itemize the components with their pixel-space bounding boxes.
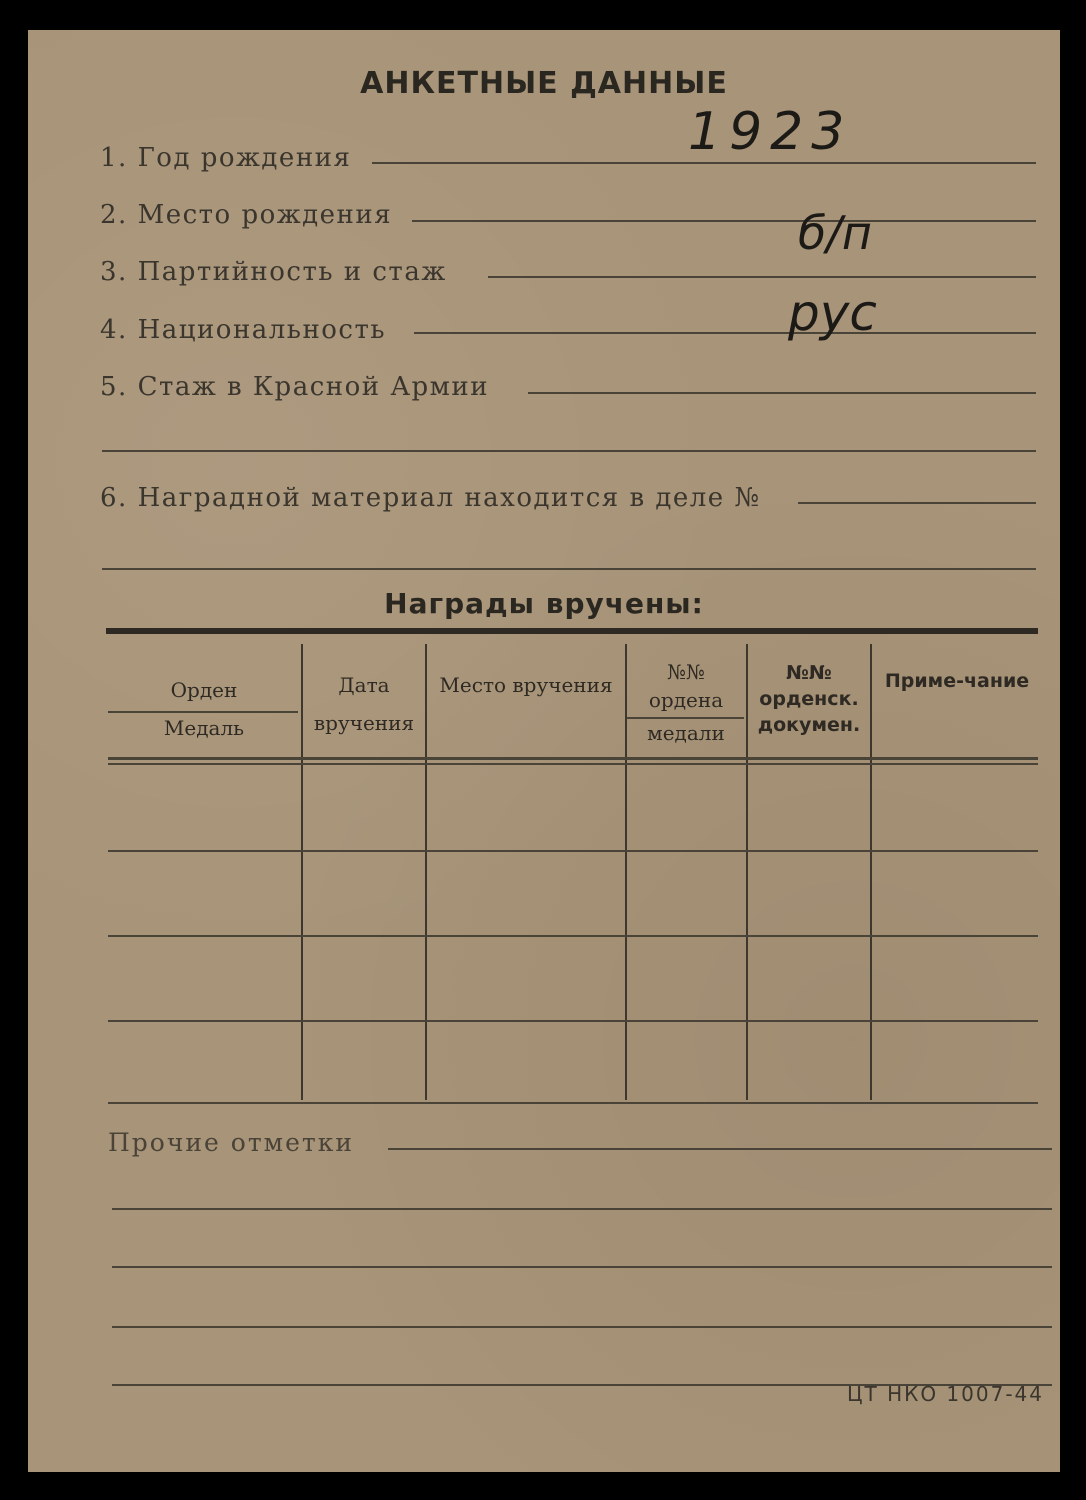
awards-title: Награды вручены:	[384, 587, 704, 620]
field-line-birth-year	[372, 162, 1036, 164]
table-row	[108, 1020, 1038, 1022]
field-label-red-army-service: 5. Стаж в Красной Армии	[100, 372, 490, 402]
field-value-nationality: рус	[788, 284, 877, 342]
field-label-award-file: 6. Наградной материал находится в деле №	[100, 483, 761, 513]
other-marks-line-1	[388, 1148, 1052, 1150]
field-label-birth-year: 1. Год рождения	[100, 143, 352, 173]
table-row	[108, 935, 1038, 937]
field-line-birthplace	[412, 220, 1036, 222]
other-marks-line-4	[112, 1326, 1052, 1328]
field-value-party: б/п	[798, 206, 872, 260]
header-medal-number: медали	[647, 721, 725, 745]
header-place: Место вручения	[439, 673, 613, 697]
header-date: Дата вручения	[313, 673, 415, 735]
field-label-birthplace: 2. Место рождения	[100, 200, 393, 230]
field-label-nationality: 4. Национальность	[100, 315, 387, 345]
other-marks-label: Прочие отметки	[108, 1128, 355, 1157]
questionnaire-card	[28, 30, 1060, 1472]
header-medal: Медаль	[163, 716, 245, 740]
field-line-red-army-service-2	[102, 450, 1036, 452]
awards-table-top-rule	[106, 628, 1038, 634]
table-bottom-rule	[108, 1102, 1038, 1104]
header-order-number: №№ ордена	[648, 660, 724, 712]
field-line-party	[488, 276, 1036, 278]
field-value-birth-year: 1923	[688, 102, 853, 162]
field-line-red-army-service	[528, 392, 1036, 394]
header-document-number: №№ орденск. докумен.	[757, 662, 861, 736]
field-line-award-file	[798, 502, 1036, 504]
field-label-party: 3. Партийность и стаж	[100, 257, 447, 287]
other-marks-line-3	[112, 1266, 1052, 1268]
field-line-award-file-2	[102, 568, 1036, 570]
table-row	[108, 850, 1038, 852]
form-title: АНКЕТНЫЕ ДАННЫЕ	[360, 66, 728, 101]
form-print-code: ЦТ НКО 1007-44	[846, 1382, 1044, 1406]
header-order: Орден	[170, 678, 238, 702]
header-notes: Приме-чание	[884, 670, 1030, 692]
field-line-nationality	[414, 332, 1036, 334]
other-marks-line-2	[112, 1208, 1052, 1210]
